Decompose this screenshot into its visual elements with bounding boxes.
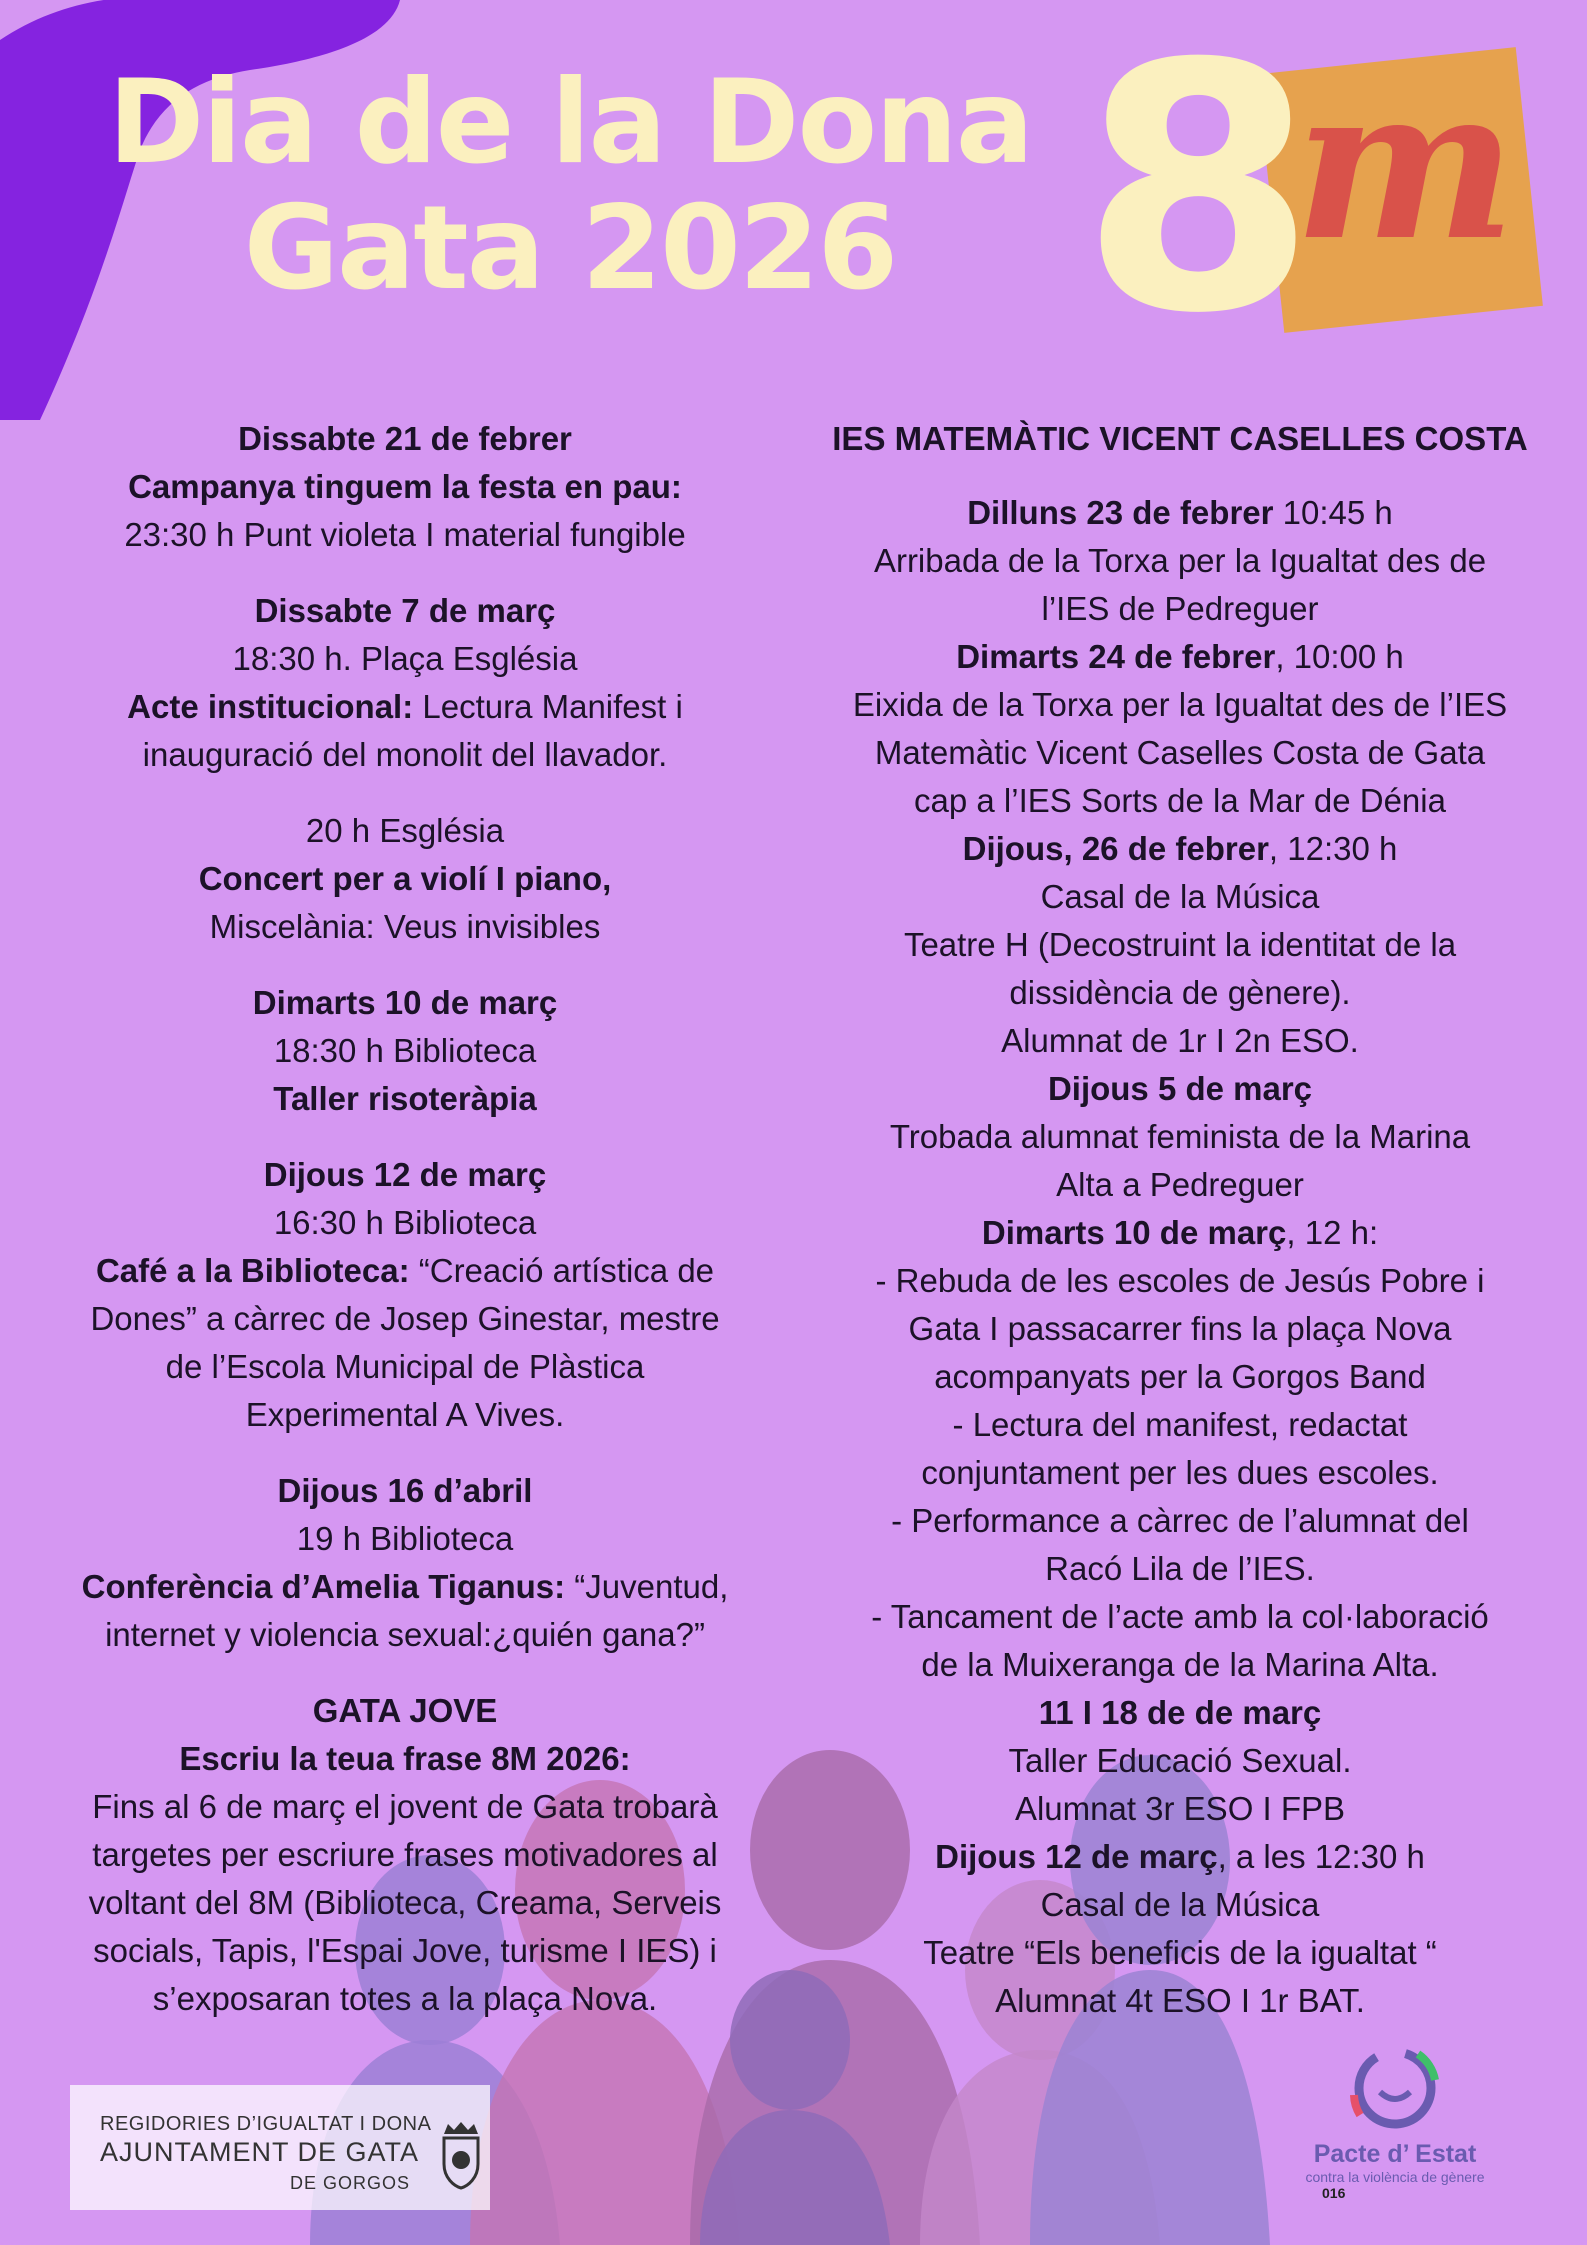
event-time: , 12:30 h: [1268, 830, 1398, 867]
event-time: 19 h Biblioteca: [296, 1520, 514, 1557]
event-line: Racó Lila de l’IES.: [1045, 1550, 1315, 1587]
event-line: dissidència de gènere).: [1009, 974, 1351, 1011]
event-line: [820, 1833, 1540, 1881]
pacte-estat-logo: [1300, 2040, 1490, 2201]
logo-line-1: REGIDORIES D’IGUALTAT I DONA: [100, 2113, 432, 2135]
event-line: Taller Educació Sexual.: [1008, 1742, 1352, 1779]
event-line: Casal de la Música: [1040, 878, 1320, 915]
event-line: - Lectura del manifest, redactat: [952, 1406, 1408, 1443]
event-time: 20 h Església: [305, 812, 505, 849]
event-time: 18:30 h Biblioteca: [273, 1032, 537, 1069]
event-bold: Acte institucional:: [127, 688, 414, 725]
event-line: Alumnat 4t ESO I 1r BAT.: [995, 1982, 1365, 2019]
event-line: Alumnat 3r ESO I FPB: [1014, 1790, 1346, 1827]
event-rest: Lectura Manifest i: [413, 688, 683, 725]
event-line: Trobada alumnat feminista de la Marina: [889, 1118, 1471, 1155]
event-rest: “Juventud,: [565, 1568, 729, 1605]
left-column: [45, 415, 765, 2023]
event-date: Dijous 5 de març: [1047, 1070, 1313, 1107]
event-line: Experimental A Vives.: [245, 1396, 565, 1433]
event-time: , 12 h:: [1286, 1214, 1379, 1251]
event-line: Casal de la Música: [1040, 1886, 1320, 1923]
pacte-name: Pacte d’ Estat: [1313, 2140, 1477, 2168]
logo-line-3: DE GORGOS: [290, 2173, 411, 2193]
event-date: Dijous 16 d’abril: [277, 1472, 533, 1509]
event-date: 11 I 18 de de març: [1038, 1694, 1322, 1731]
event-line: Matemàtic Vicent Caselles Costa de Gata: [874, 734, 1486, 771]
phone-number: 016: [1322, 2185, 1346, 2201]
event-date: Dimarts 10 de març: [981, 1214, 1287, 1251]
event-rest: “Creació artística de: [409, 1252, 715, 1289]
event-line: socials, Tapis, l'Espai Jove, turisme I IES) i: [93, 1932, 717, 1969]
event-line: Teatre “Els beneficis de la igualtat “: [923, 1934, 1437, 1971]
eight-numeral: 8: [1080, 0, 1317, 388]
event-line: s’exposaran totes a la plaça Nova.: [152, 1980, 658, 2017]
event-line: - Tancament de l’acte amb la col·laboració: [871, 1598, 1489, 1635]
event-line: [45, 1247, 765, 1295]
event-line: Teatre H (Decostruint la identitat de la: [903, 926, 1457, 963]
event-date: Dijous, 26 de febrer: [962, 830, 1269, 867]
event-line: de la Muixeranga de la Marina Alta.: [921, 1646, 1439, 1683]
event-line: Fins al 6 de març el jovent de Gata trobarà: [92, 1788, 718, 1825]
event-line: Alta a Pedreguer: [1056, 1166, 1304, 1203]
event-line: Alumnat de 1r I 2n ESO.: [1001, 1022, 1359, 1059]
event-date: Dijous 12 de març: [263, 1156, 547, 1193]
event-line: [820, 633, 1540, 681]
event-line: Dones” a càrrec de Josep Ginestar, mestre: [90, 1300, 720, 1337]
event-line: - Performance a càrrec de l’alumnat del: [891, 1502, 1469, 1539]
event-line: de l’Escola Municipal de Plàstica: [165, 1348, 645, 1385]
section-heading: IES MATEMÀTIC VICENT CASELLES COSTA: [832, 420, 1528, 457]
event-line: [45, 683, 765, 731]
event-line: inauguració del monolit del llavador.: [142, 736, 668, 773]
event-line: internet y violencia sexual:¿quién gana?”: [105, 1616, 705, 1653]
event-detail: Miscelània: Veus invisibles: [209, 908, 601, 945]
event-date: Dissabte 7 de març: [254, 592, 556, 629]
event-title: Taller risoteràpia: [273, 1080, 537, 1117]
event-bold: Conferència d’Amelia Tiganus:: [81, 1568, 566, 1605]
event-time: , a les 12:30 h: [1217, 1838, 1425, 1875]
m-letter: m: [1293, 40, 1517, 287]
event-time: , 10:00 h: [1275, 638, 1404, 675]
event-line: [820, 1209, 1540, 1257]
event-time: 16:30 h Biblioteca: [273, 1204, 537, 1241]
event-time: 10:45 h: [1273, 494, 1393, 531]
event-line: cap a l’IES Sorts de la Mar de Dénia: [914, 782, 1446, 819]
event-line: conjuntament per les dues escoles.: [921, 1454, 1439, 1491]
coat-of-arms-icon: [440, 2120, 482, 2190]
pacte-ring-icon: [1340, 2040, 1450, 2135]
event-title: Escriu la teua frase 8M 2026:: [179, 1740, 631, 1777]
event-detail: 23:30 h Punt violeta I material fungible: [124, 516, 686, 553]
event-line: [820, 489, 1540, 537]
event-line: - Rebuda de les escoles de Jesús Pobre i: [875, 1262, 1485, 1299]
title-line-2: Gata 2026: [243, 181, 897, 316]
event-line: Arribada de la Torxa per la Igualtat des de: [873, 542, 1487, 579]
event-line: voltant del 8M (Biblioteca, Creama, Serveis: [88, 1884, 722, 1921]
event-date: Dissabte 21 de febrer: [238, 420, 572, 457]
event-time: 18:30 h. Plaça Església: [232, 640, 578, 677]
section-heading: GATA JOVE: [312, 1692, 498, 1729]
event-date: Dimarts 24 de febrer: [956, 638, 1276, 675]
event-title: Campanya tinguem la festa en pau:: [128, 468, 682, 505]
event-line: l’IES de Pedreguer: [1041, 590, 1319, 627]
event-line: targetes per escriure frases motivadores al: [92, 1836, 718, 1873]
event-title: Concert per a violí I piano,: [198, 860, 612, 897]
event-date: Dimarts 10 de març: [252, 984, 558, 1021]
title-line-1: Dia de la Dona: [107, 55, 1033, 190]
right-column: [820, 415, 1540, 2025]
event-bold: Café a la Biblioteca:: [95, 1252, 410, 1289]
event-line: Gata I passacarrer fins la plaça Nova: [908, 1310, 1452, 1347]
page-title: [80, 55, 1060, 316]
pacte-subtitle: contra la violència de gènere: [1305, 2169, 1485, 2185]
ajuntament-logo: [70, 2085, 490, 2210]
event-line: [45, 1563, 765, 1611]
event-date: Dijous 12 de març: [935, 1838, 1218, 1875]
event-line: acompanyats per la Gorgos Band: [934, 1358, 1426, 1395]
event-line: Eixida de la Torxa per la Igualtat des de l’IES: [852, 686, 1508, 723]
event-line: [820, 825, 1540, 873]
logo-line-2: AJUNTAMENT DE GATA: [100, 2137, 420, 2167]
event-date: Dilluns 23 de febrer: [967, 494, 1274, 531]
